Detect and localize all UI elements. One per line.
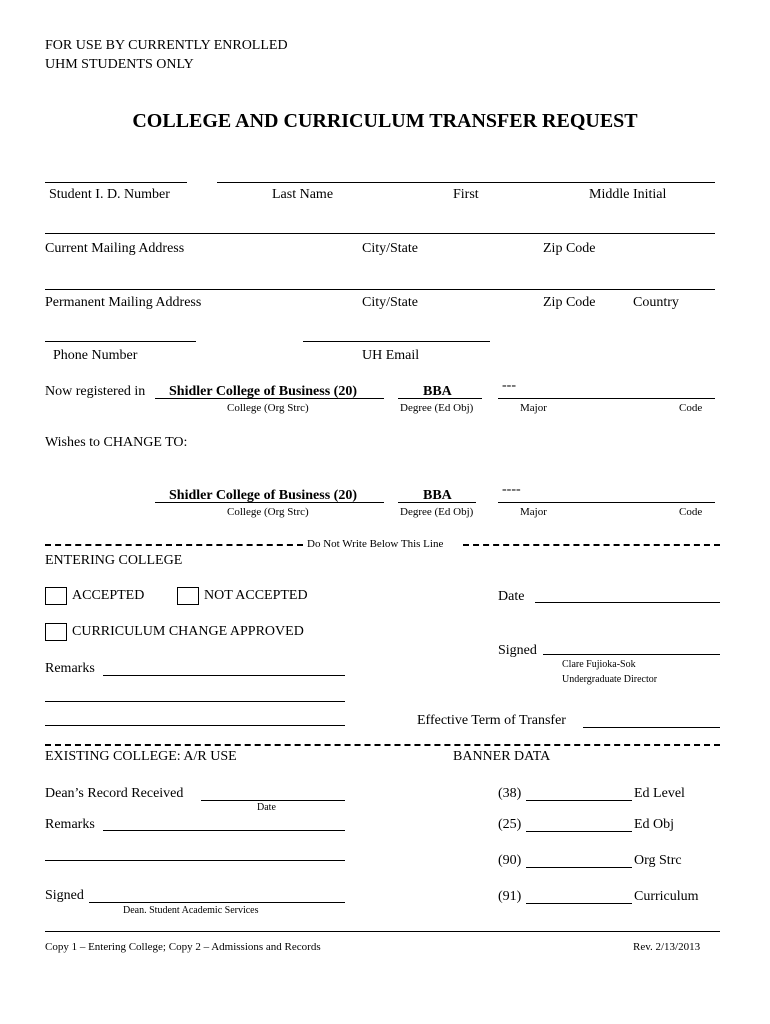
- current-mailing-label: Current Mailing Address: [45, 241, 185, 256]
- deans-record-line[interactable]: [201, 800, 345, 801]
- accepted-checkbox[interactable]: [45, 587, 67, 605]
- existing-remarks-label: Remarks: [45, 817, 95, 832]
- now-degree-caption: Degree (Ed Obj): [400, 402, 474, 414]
- permanent-zip-label: Zip Code: [543, 295, 596, 310]
- existing-remarks-line-1[interactable]: [103, 830, 345, 831]
- email-field[interactable]: [303, 324, 490, 342]
- phone-line: [45, 341, 196, 342]
- divider-dash-2: [45, 744, 720, 746]
- change-college-value[interactable]: Shidler College of Business (20): [169, 488, 357, 503]
- date-line[interactable]: [535, 602, 720, 603]
- existing-signed-label: Signed: [45, 888, 84, 903]
- signer-title: Undergraduate Director: [562, 674, 658, 685]
- signature-line[interactable]: [543, 654, 720, 655]
- banner-line-ed-obj[interactable]: [526, 831, 632, 832]
- banner-line-ed-level[interactable]: [526, 800, 632, 801]
- banner-code-curriculum: (91): [498, 889, 522, 904]
- divider-dash-right: [463, 544, 720, 546]
- change-to-label: Wishes to CHANGE TO:: [45, 435, 188, 450]
- not-accepted-checkbox[interactable]: [177, 587, 199, 605]
- current-zip-label: Zip Code: [543, 241, 596, 256]
- change-college-caption: College (Org Strc): [227, 506, 309, 518]
- date-label: Date: [498, 589, 525, 604]
- change-code-caption: Code: [679, 506, 703, 518]
- do-not-write-label: Do Not Write Below This Line: [307, 538, 444, 550]
- current-city-state-label: City/State: [362, 241, 418, 256]
- banner-data-heading: BANNER DATA: [453, 749, 551, 764]
- last-name-label: Last Name: [272, 187, 334, 202]
- form-title: COLLEGE AND CURRICULUM TRANSFER REQUEST: [132, 110, 638, 132]
- student-id-label: Student I. D. Number: [49, 187, 170, 202]
- phone-label: Phone Number: [53, 348, 138, 363]
- existing-remarks-line-2[interactable]: [45, 860, 345, 861]
- phone-field[interactable]: [45, 324, 196, 342]
- email-label: UH Email: [362, 348, 420, 363]
- effective-term-label: Effective Term of Transfer: [417, 713, 566, 728]
- footer-rule: [45, 931, 720, 932]
- existing-signature-line[interactable]: [89, 902, 345, 903]
- now-major-line: [498, 398, 715, 399]
- not-accepted-label: NOT ACCEPTED: [204, 588, 308, 603]
- banner-code-ed-obj: (25): [498, 817, 522, 832]
- footer-revision: Rev. 2/13/2013: [633, 941, 701, 953]
- signer-name: Clare Fujioka-Sok: [562, 659, 636, 670]
- change-major-line: [498, 502, 715, 503]
- header-line-2: UHM STUDENTS ONLY: [45, 57, 194, 72]
- student-id-line: [45, 182, 187, 183]
- existing-college-heading: EXISTING COLLEGE: A/R USE: [45, 749, 237, 764]
- now-major-value[interactable]: ---: [502, 378, 516, 393]
- banner-line-org-strc[interactable]: [526, 867, 632, 868]
- curriculum-approved-checkbox[interactable]: [45, 623, 67, 641]
- banner-label-ed-obj: Ed Obj: [634, 817, 675, 832]
- country-label: Country: [633, 295, 679, 310]
- deans-record-label: Dean’s Record Received: [45, 786, 184, 801]
- now-college-value[interactable]: Shidler College of Business (20): [169, 384, 357, 399]
- header-line-1: FOR USE BY CURRENTLY ENROLLED: [45, 38, 288, 53]
- now-degree-value[interactable]: BBA: [423, 384, 452, 399]
- permanent-mailing-label: Permanent Mailing Address: [45, 295, 202, 310]
- change-major-value[interactable]: ----: [502, 482, 521, 497]
- change-major-caption: Major: [520, 506, 547, 518]
- existing-signer-caption: Dean. Student Academic Services: [123, 905, 259, 916]
- remarks-line-3[interactable]: [45, 725, 345, 726]
- middle-initial-label: Middle Initial: [589, 187, 667, 202]
- name-line: [217, 182, 715, 183]
- change-degree-caption: Degree (Ed Obj): [400, 506, 474, 518]
- banner-label-org-strc: Org Strc: [634, 853, 682, 868]
- now-college-caption: College (Org Strc): [227, 402, 309, 414]
- banner-code-ed-level: (38): [498, 786, 522, 801]
- first-name-label: First: [453, 187, 479, 202]
- banner-label-ed-level: Ed Level: [634, 786, 685, 801]
- change-degree-value[interactable]: BBA: [423, 488, 452, 503]
- banner-line-curriculum[interactable]: [526, 903, 632, 904]
- deans-date-caption: Date: [257, 802, 276, 813]
- signed-label: Signed: [498, 643, 537, 658]
- divider-dash-left: [45, 544, 303, 546]
- remarks-line-1[interactable]: [103, 675, 345, 676]
- permanent-city-state-label: City/State: [362, 295, 418, 310]
- now-registered-label: Now registered in: [45, 384, 146, 399]
- banner-label-curriculum: Curriculum: [634, 889, 699, 904]
- email-line: [303, 341, 490, 342]
- now-code-caption: Code: [679, 402, 703, 414]
- permanent-mailing-line: [45, 289, 715, 290]
- remarks-label: Remarks: [45, 661, 95, 676]
- accepted-label: ACCEPTED: [72, 588, 145, 603]
- now-major-caption: Major: [520, 402, 547, 414]
- permanent-mailing-field[interactable]: [45, 272, 715, 290]
- banner-code-org-strc: (90): [498, 853, 522, 868]
- current-mailing-field[interactable]: [45, 216, 715, 234]
- entering-college-heading: ENTERING COLLEGE: [45, 553, 183, 568]
- footer-copies: Copy 1 – Entering College; Copy 2 – Admissions and Records: [45, 941, 321, 953]
- curriculum-approved-label: CURRICULUM CHANGE APPROVED: [72, 624, 304, 639]
- effective-term-line[interactable]: [583, 727, 720, 728]
- remarks-line-2[interactable]: [45, 701, 345, 702]
- current-mailing-line: [45, 233, 715, 234]
